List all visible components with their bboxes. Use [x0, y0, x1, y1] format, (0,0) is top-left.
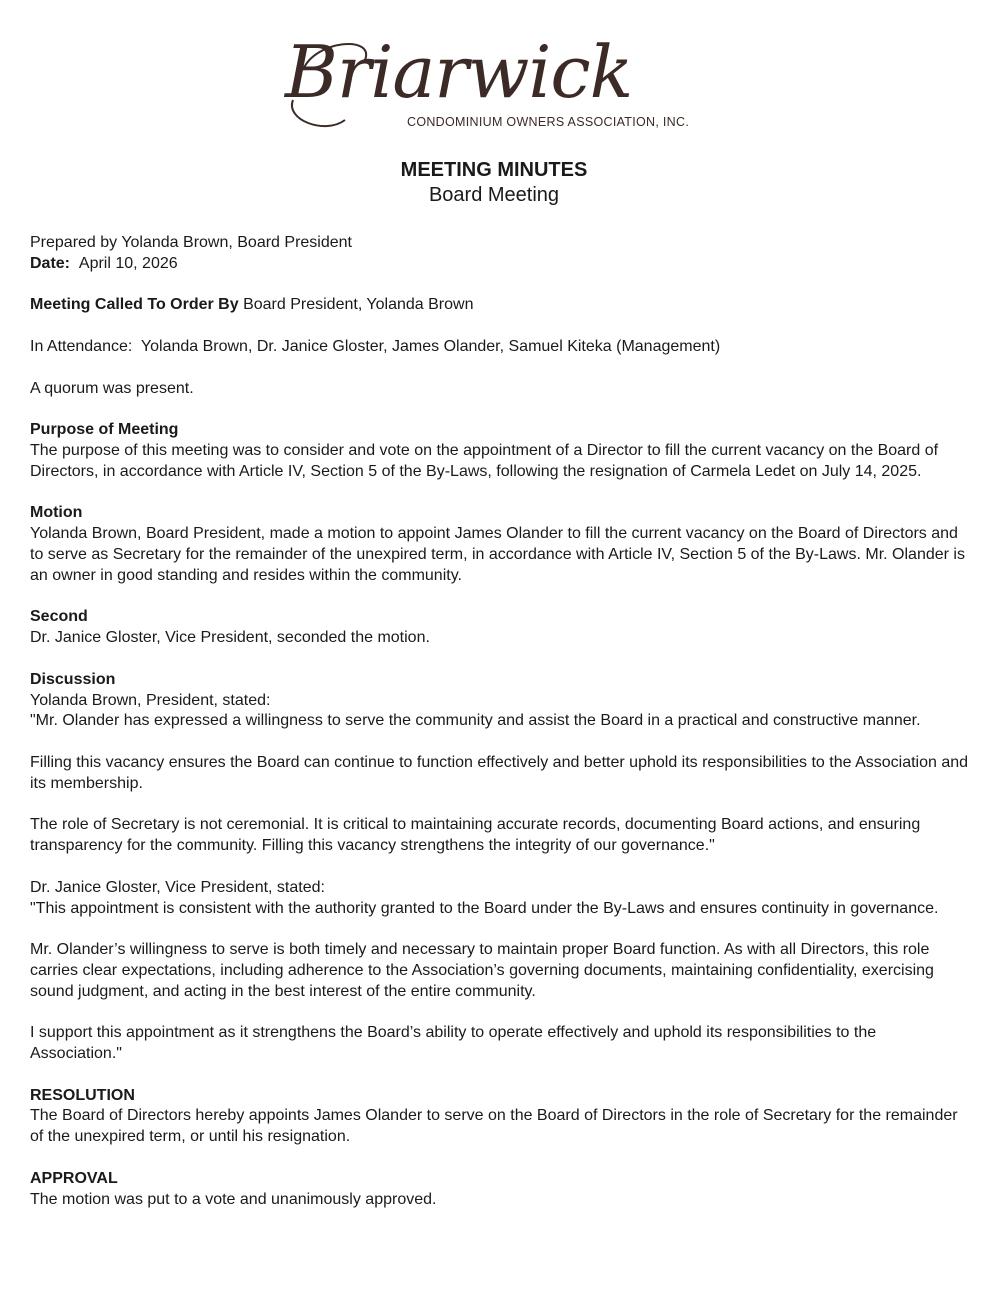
purpose-heading	[30, 420, 970, 441]
speaker1-paragraph: "Mr. Olander has expressed a willingness to serve the community and assist the Board in a practical and constructive manner.	[30, 712, 921, 730]
speaker2-paragraph: "This appointment is consistent with the authority granted to the Board under the By-Laws and ensures continuity in governance.	[30, 899, 939, 917]
minutes-body	[30, 233, 970, 1210]
approval-heading	[30, 1169, 970, 1190]
called-to-order-value: Board President, Yolanda Brown	[243, 296, 474, 314]
second-text: Dr. Janice Gloster, Vice President, seconded the motion.	[30, 629, 430, 647]
approval-heading-text: APPROVAL	[30, 1169, 118, 1187]
resolution-heading-text: RESOLUTION	[30, 1086, 135, 1104]
purpose-text: The purpose of this meeting was to consider and vote on the appointment of a Director to fill the current vacancy on the Board of Directors, in accordance with Article IV, Section 5 of the By-Laws, following the resignation of Carmela Ledet on July 14, 2025.	[30, 441, 939, 480]
discussion-heading	[30, 670, 970, 691]
attendance: In Attendance: Yolanda Brown, Dr. Janice Gloster, James Olander, Samuel Kiteka (Management)	[30, 337, 721, 355]
second-heading	[30, 607, 970, 628]
called-to-order-label: Meeting Called To Order By	[30, 296, 239, 314]
association-logo	[285, 30, 705, 138]
speaker2-paragraph: Mr. Olander’s willingness to serve is both timely and necessary to maintain proper Board function. As with all Directors, this role carries clear expectations, including adherence to the Association’s governing documents, maintaining confidentiality, exercising sound judgment, and acting in the best interest of the entire community.	[30, 941, 934, 1000]
date-label: Date:	[30, 254, 71, 272]
title-block	[0, 158, 988, 208]
motion-heading	[30, 503, 970, 524]
called-to-order	[30, 295, 970, 316]
purpose-heading-text: Purpose of Meeting	[30, 421, 179, 439]
speaker1-paragraph: Filling this vacancy ensures the Board can continue to function effectively and better uphold its responsibilities to the Association and its membership.	[30, 753, 969, 792]
discussion-heading-text: Discussion	[30, 670, 116, 688]
resolution-heading	[30, 1086, 970, 1107]
logo-subtitle: CONDOMINIUM OWNERS ASSOCIATION, INC.	[407, 115, 690, 129]
speaker2-intro: Dr. Janice Gloster, Vice President, stated:	[30, 878, 325, 896]
approval-text: The motion was put to a vote and unanimously approved.	[30, 1190, 437, 1208]
logo-brand-name: Briarwick	[285, 30, 633, 114]
document-title: MEETING MINUTES	[400, 159, 588, 181]
motion-heading-text: Motion	[30, 504, 83, 522]
speaker1-paragraph: The role of Secretary is not ceremonial. It is critical to maintaining accurate records, documenting Board actions, and ensuring transparency for the community. Filling this vacancy strengthens the integrity of our governance."	[30, 816, 921, 855]
date-value: April 10, 2026	[78, 254, 178, 272]
document-subtitle: Board Meeting	[428, 184, 560, 206]
meeting-date	[30, 254, 970, 275]
speaker1-intro: Yolanda Brown, President, stated:	[30, 691, 271, 709]
quorum-statement: A quorum was present.	[30, 379, 194, 397]
motion-text: Yolanda Brown, Board President, made a motion to appoint James Olander to fill the current vacancy on the Board of Directors and to serve as Secretary for the remainder of the unexpired term, in accordance with Article IV, Section 5 of the By-Laws. Mr. Olander is an owner in good standing and resides within the community.	[30, 525, 965, 584]
second-heading-text: Second	[30, 608, 88, 626]
prepared-by: Prepared by Yolanda Brown, Board President	[30, 234, 352, 251]
speaker2-paragraph: I support this appointment as it strengthens the Board’s ability to operate effectively and uphold its responsibilities to the Association."	[30, 1024, 877, 1063]
resolution-text: The Board of Directors hereby appoints James Olander to serve on the Board of Directors in the role of Secretary for the remainder of the unexpired term, or until his resignation.	[30, 1107, 958, 1146]
